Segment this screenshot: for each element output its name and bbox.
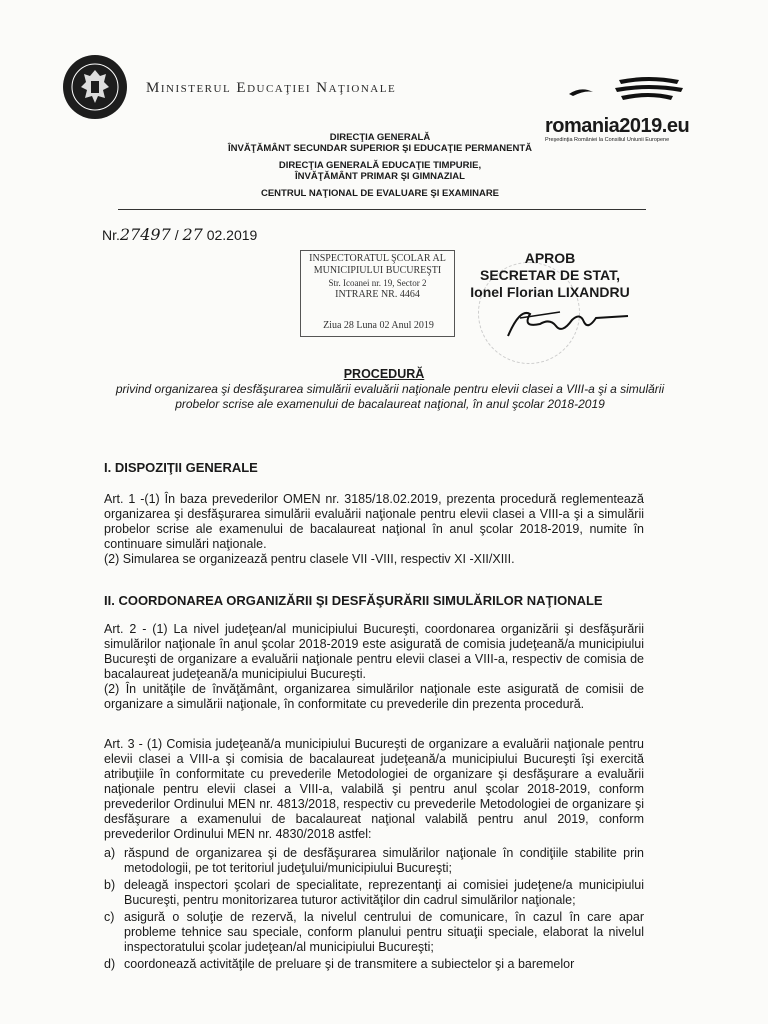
direction-3: CENTRUL NAŢIONAL DE EVALUARE ŞI EXAMINARE bbox=[260, 188, 500, 199]
section-heading-1: I. DISPOZIŢII GENERALE bbox=[104, 460, 258, 475]
approval-block: APROB SECRETAR DE STAT, Ionel Florian LIXANDRU bbox=[470, 250, 630, 300]
list-item: c) asigură o soluţie de rezervă, la nivelul centrului de comunicare, în cazul în care apar probleme tehnice sau speciale, conform planului pentru situaţii speciale, elaborat la nivelul inspectoratului şcolar judeţean/al municipiului Bucureşti; bbox=[104, 910, 644, 954]
procedure-title: PROCEDURĂ bbox=[343, 367, 425, 381]
article-3-items bbox=[104, 846, 644, 974]
ministry-name: Ministerul Educaţiei Naţionale bbox=[146, 80, 397, 96]
list-item: d) coordonează activităţile de preluare şi de transmitere a subiectelor şi a baremelor bbox=[104, 957, 575, 971]
article-3-intro: Art. 3 - (1) Comisia judeţeană/a municipiului Bucureşti de organizare a evaluării naţionale pentru elevii clasei a VIII-a şi comisia de bacalaureat judeţeană/a municipiului Bucureşti îşi exercită atribuţiile în conformitate cu prevederile Metodologiei de organizare şi desfăşurare a evaluării naţionale pentru elevii clasei a VIII-a, valabilă şi pentru anul şcolar 2018-2019, conform prevederilor Ordinului MEN nr. 4813/2018, respectiv cu prevederile Metodologiei de organizare şi desfăşurare a examenului de bacalaureat naţional valabilă pentru anul 2019, conform prevederilor Ordinului MEN nr. 4830/2018 astfel: bbox=[104, 737, 644, 841]
list-item: b) deleagă inspectori şcolari de specialitate, reprezentanţi ai comisiei judeţene/a municipiului Bucureşti, pentru monitorizarea tuturor activităţilor din cadrul simulărilor naţionale; bbox=[104, 878, 644, 907]
signature-icon bbox=[500, 298, 635, 344]
birds-logo-icon bbox=[559, 72, 689, 108]
article-2: Art. 2 - (1) La nivel judeţean/al municipiului Bucureşti, coordonarea organizării şi desfăşurării simulărilor naţionale în anul şcolar 2018-2019 este asigurată de comisia judeţeană/a municipiului Bucureşti de organizare a evaluării naţionale pentru elevii clasei a VIII-a, respectiv de comisia de bacalaureat judeţeană/a municipiului Bucureşti. (2) În unităţile de învăţământ, organizarea simulărilor naţionale este asigurată de comisii de organizare a simulării naţionale, în conformitate cu prevederile din prezenta procedură. bbox=[104, 622, 644, 711]
directions-block bbox=[150, 132, 610, 205]
direction-1: DIRECŢIA GENERALĂ ÎNVĂŢĂMÂNT SECUNDAR SUPERIOR ŞI EDUCAŢIE PERMANENTĂ bbox=[227, 132, 532, 154]
logo-name: romania2019.eu bbox=[545, 115, 690, 137]
stamp-date: Ziua 28 Luna 02 Anul 2019 bbox=[323, 320, 434, 331]
registration-number: Nr.27497 / 27 02.2019 bbox=[102, 225, 258, 244]
direction-2: DIRECŢIA GENERALĂ EDUCAŢIE TIMPURIE, ÎNVĂŢĂMÂNT PRIMAR ŞI GIMNAZIAL bbox=[278, 160, 482, 182]
procedure-subtitle: privind organizarea şi desfăşurarea simulării evaluării naţionale pentru elevii clasei a VIII-a şi a simulării probelor scrise ale examenului de bacalaureat naţional, în anul şcolar 2018-2019 bbox=[115, 382, 665, 411]
header-divider bbox=[118, 209, 646, 210]
section-heading-2: II. COORDONAREA ORGANIZĂRII ŞI DESFĂŞURĂRII SIMULĂRILOR NAŢIONALE bbox=[104, 593, 603, 608]
entry-stamp: INSPECTORATUL ŞCOLAR AL MUNICIPIULUI BUCUREŞTI Str. Icoanei nr. 19, Sector 2 INTRARE NR. 4464 Ziua 28 Luna 02 Anul 2019 bbox=[300, 250, 455, 337]
article-1: Art. 1 -(1) În baza prevederilor OMEN nr. 3185/18.02.2019, prezenta procedură reglementează organizarea şi desfăşurarea simulării evaluării naţionale pentru elevii clasei a VIII-a şi a simulării probelor scrise ale examenului de bacalaureat naţional în anul şcolar 2018-2019, numite în continuare simulări naţionale. (2) Simularea se organizează pentru clasele VII -VIII, respectiv XI -XII/XIII. bbox=[104, 492, 644, 566]
government-seal-icon bbox=[62, 54, 128, 120]
logo-subtitle: Preşedinţia României la Consiliul Uniunii Europene bbox=[545, 137, 670, 143]
list-item: a) răspund de organizarea şi de desfăşurarea simulărilor naţionale în condiţiile stabilite prin metodologii, pe tot teritoriul judeţului/municipiului Bucureşti; bbox=[104, 846, 644, 875]
